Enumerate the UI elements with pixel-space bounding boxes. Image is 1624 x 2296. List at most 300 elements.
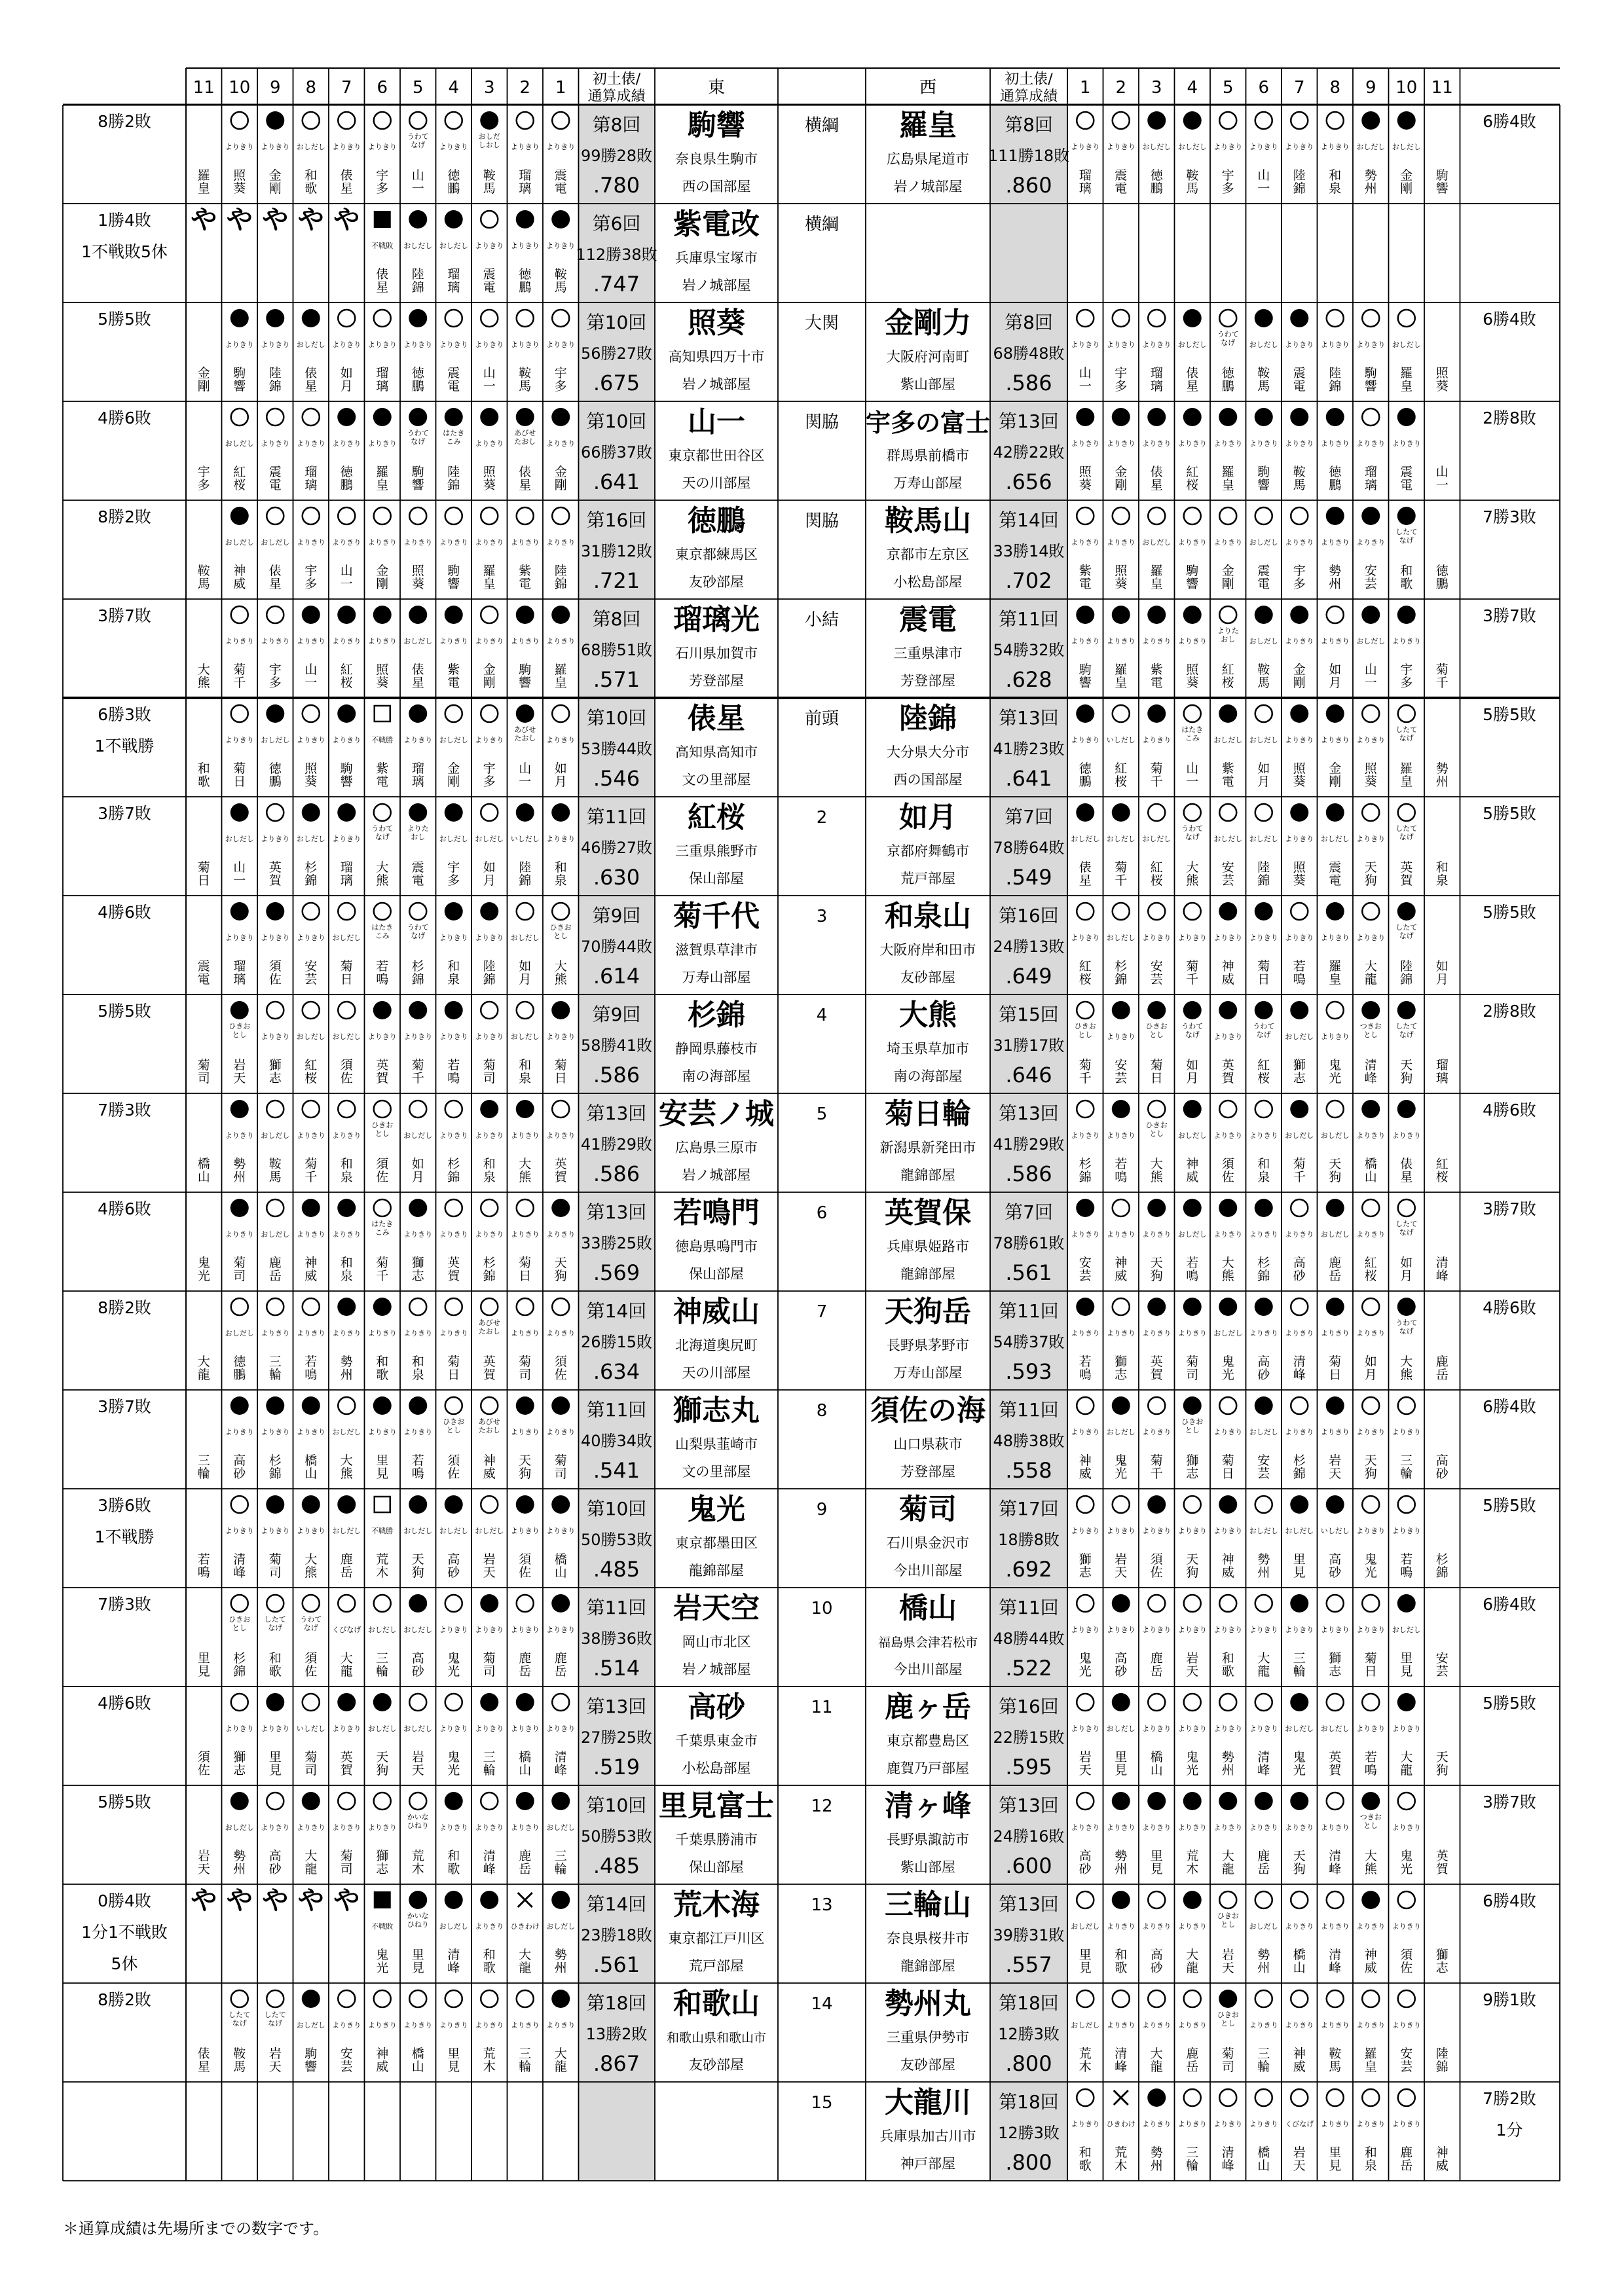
loss-mark <box>231 1001 249 1019</box>
default-loss-mark <box>374 1891 391 1908</box>
kimarite-text: よりきり <box>475 934 504 942</box>
east-stable: 芳登部屋 <box>689 673 744 689</box>
opponent-name: 杉 <box>268 1453 282 1468</box>
win-mark <box>374 507 391 524</box>
opponent-name: 電 <box>447 676 460 690</box>
kimarite-text: おしだし <box>1320 835 1350 843</box>
east-day-header: 8 <box>305 78 317 98</box>
opponent-name: 橋 <box>304 1453 318 1468</box>
west-tournament-record: 7勝2敗 <box>1483 2089 1536 2108</box>
opponent-name: 羅 <box>1329 959 1342 974</box>
kimarite-text: よりきり <box>1320 2021 1350 2030</box>
loss-mark <box>337 1693 356 1711</box>
opponent-name: 光 <box>1329 1071 1342 1085</box>
opponent-name: 輪 <box>483 1763 496 1777</box>
opponent-name: 歌 <box>1079 2159 1092 2173</box>
opponent-name: 羅 <box>376 465 389 479</box>
east-day-header: 11 <box>193 78 215 98</box>
west-tournament-record: 6勝4敗 <box>1483 1397 1536 1416</box>
east-hometown: 千葉県東金市 <box>675 1733 758 1749</box>
loss-mark <box>1219 1990 1237 2008</box>
opponent-name: 勢 <box>1150 2145 1163 2160</box>
opponent-name: 見 <box>1115 1763 1128 1777</box>
loss-mark <box>231 1792 249 1810</box>
opponent-name: 佐 <box>1150 1565 1163 1580</box>
win-mark <box>231 1990 248 2007</box>
opponent-name: 岩 <box>197 1849 210 1863</box>
kimarite-text: よりきり <box>1213 1428 1243 1436</box>
opponent-name: 多 <box>483 774 496 789</box>
opponent-name: 泉 <box>340 1170 353 1184</box>
west-hometown: 京都府舞鶴市 <box>887 843 969 859</box>
opponent-name: 鳴 <box>376 972 389 987</box>
opponent-name: 菊 <box>483 1058 496 1072</box>
kimarite-text: おしだし <box>1142 538 1172 547</box>
kimarite-text: なげ <box>1399 1327 1414 1336</box>
opponent-name: 鵬 <box>233 1368 246 1382</box>
west-tournament-record: 5勝5敗 <box>1483 1496 1536 1515</box>
kimarite-text: よりきり <box>1320 143 1350 151</box>
win-mark <box>1219 1595 1236 1612</box>
win-mark <box>517 112 534 129</box>
win-mark <box>1077 310 1094 327</box>
opponent-name: 州 <box>1364 181 1377 196</box>
kimarite-text: よりきり <box>1106 1329 1135 1338</box>
west-career-pct: .586 <box>1005 1161 1052 1186</box>
kimarite-text: よりきり <box>225 1724 254 1733</box>
kimarite-text: よりきり <box>1285 1428 1314 1436</box>
opponent-name: 和 <box>519 1058 532 1072</box>
opponent-name: 宇 <box>447 860 460 875</box>
west-tournament-record: 2勝8敗 <box>1483 409 1536 428</box>
west-stable: 友砂部屋 <box>900 970 955 985</box>
opponent-name: 高 <box>1079 1849 1092 1863</box>
opponent-name: 泉 <box>1257 1170 1270 1184</box>
loss-mark <box>480 1100 498 1118</box>
opponent-name: 若 <box>447 1058 460 1072</box>
kimarite-text: おしだし <box>1249 1428 1278 1436</box>
west-shikona: 鞍馬山 <box>885 504 971 538</box>
kimarite-text: ひきお <box>1145 1121 1168 1129</box>
opponent-name: 須 <box>1150 1552 1163 1567</box>
opponent-name: 錦 <box>268 1467 282 1481</box>
opponent-name: 輪 <box>1257 2060 1270 2074</box>
opponent-name: 輪 <box>1293 1664 1306 1679</box>
win-mark <box>445 310 462 327</box>
kimarite-text: ひきお <box>229 1615 251 1624</box>
kimarite-text: よりきり <box>1392 1922 1421 1931</box>
kimarite-text: あびせ <box>478 1319 500 1327</box>
opponent-name: 岳 <box>1400 2159 1413 2173</box>
opponent-name: 震 <box>1293 366 1306 380</box>
west-tournament-record: 9勝1敗 <box>1483 1990 1536 2009</box>
opponent-name: 金 <box>197 366 210 380</box>
kimarite-text: よりきり <box>1320 934 1350 942</box>
loss-mark <box>1397 507 1416 525</box>
kimarite-text: よりきり <box>225 143 254 151</box>
opponent-name: 如 <box>519 959 532 974</box>
kimarite-text: よりきり <box>1142 2120 1172 2128</box>
win-mark <box>481 1990 498 2007</box>
opponent-name: 剛 <box>1293 676 1306 690</box>
loss-mark <box>480 1693 498 1711</box>
opponent-name: 俵 <box>519 465 532 479</box>
kimarite-text: なげ <box>268 1624 283 1632</box>
opponent-name: 清 <box>1257 1750 1270 1764</box>
west-stable: 芳登部屋 <box>900 673 955 689</box>
kimarite-text: よりきり <box>1213 1032 1243 1041</box>
opponent-name: 和 <box>554 860 567 875</box>
opponent-name: 天 <box>1364 1453 1377 1468</box>
win-mark <box>552 705 569 722</box>
opponent-name: 英 <box>1400 860 1413 875</box>
opponent-name: 紫 <box>447 663 460 677</box>
kimarite-text: よりきり <box>546 1329 576 1338</box>
opponent-name: 安 <box>1364 564 1377 578</box>
opponent-name: 和 <box>1364 2145 1377 2160</box>
opponent-name: 紅 <box>1221 663 1234 677</box>
opponent-name: 金 <box>1221 564 1234 578</box>
opponent-name: 光 <box>1293 1763 1306 1777</box>
opponent-name: 龍 <box>554 2060 567 2074</box>
kimarite-text: よりきり <box>475 1724 504 1733</box>
win-mark <box>481 1002 498 1019</box>
kimarite-text: こみ <box>446 437 461 446</box>
opponent-name: 大 <box>197 663 210 677</box>
loss-mark <box>373 606 392 624</box>
loss-mark <box>409 210 427 228</box>
kimarite-text: おしだし <box>332 1428 361 1436</box>
opponent-name: 芸 <box>1079 1269 1092 1283</box>
loss-mark <box>409 803 427 822</box>
kimarite-text: かいな <box>407 1813 429 1821</box>
opponent-name: 一 <box>483 379 496 393</box>
west-stable: 龍錦部屋 <box>900 1958 955 1974</box>
east-shikona: 駒響 <box>688 109 745 142</box>
kimarite-text: よりきり <box>439 1032 468 1041</box>
opponent-name: 山 <box>1364 1170 1377 1184</box>
kimarite-text: おしだし <box>1356 143 1386 151</box>
opponent-name: 泉 <box>1329 181 1342 196</box>
west-tournament-record: 5勝5敗 <box>1483 804 1536 823</box>
west-shikona: 清ヶ峰 <box>885 1789 971 1823</box>
kimarite-text: よりきり <box>403 538 433 547</box>
opponent-name: 威 <box>1115 1269 1128 1283</box>
opponent-name: 勢 <box>1329 564 1342 578</box>
win-mark <box>1148 310 1165 327</box>
opponent-name: 三 <box>197 1453 210 1468</box>
win-mark <box>481 1397 498 1414</box>
east-hometown: 高知県四万十市 <box>668 349 765 365</box>
opponent-name: 葵 <box>1186 676 1199 690</box>
opponent-name: 安 <box>340 2047 353 2061</box>
opponent-name: 獅 <box>233 1750 246 1764</box>
opponent-name: 宇 <box>376 168 389 183</box>
opponent-name: 狗 <box>1150 1269 1163 1283</box>
opponent-name: 葵 <box>1079 478 1092 492</box>
kimarite-text: よりきり <box>1071 736 1100 744</box>
rank-label: 15 <box>811 2093 833 2113</box>
east-stable: 天の川部屋 <box>682 1365 751 1381</box>
opponent-name: 紫 <box>519 564 532 578</box>
east-career-pct: .634 <box>593 1359 640 1384</box>
win-mark <box>1077 1101 1094 1118</box>
loss-mark <box>1255 1792 1273 1810</box>
opponent-name: 菊 <box>1293 1157 1306 1171</box>
east-stable: 岩ノ城部屋 <box>682 376 751 392</box>
win-mark <box>267 1002 284 1019</box>
win-mark <box>1077 1891 1094 1908</box>
loss-mark <box>302 309 320 327</box>
opponent-name: 瑠 <box>411 761 424 776</box>
opponent-name: 砂 <box>447 1565 460 1580</box>
loss-mark <box>1361 1891 1380 1909</box>
kimarite-text: よりきり <box>1213 1131 1243 1140</box>
opponent-name: 輪 <box>268 1368 282 1382</box>
loss-mark <box>409 1594 427 1613</box>
kimarite-text: よりきり <box>1071 340 1100 349</box>
opponent-name: 岩 <box>1186 1651 1199 1666</box>
opponent-name: 瑠 <box>340 860 353 875</box>
opponent-name: 見 <box>447 2060 460 2074</box>
opponent-name: 和 <box>483 1157 496 1171</box>
east-debut: 第18回 <box>586 1992 647 2014</box>
kimarite-text: よりきり <box>1285 835 1314 843</box>
kimarite-text: よりきり <box>1356 1131 1386 1140</box>
opponent-name: 鹿 <box>519 1849 532 1863</box>
opponent-name: 佐 <box>268 972 282 987</box>
east-hometown: 広島県三原市 <box>675 1140 758 1156</box>
opponent-name: 電 <box>1329 873 1342 888</box>
opponent-name: 杉 <box>304 860 318 875</box>
opponent-name: 光 <box>447 1664 460 1679</box>
east-header: 東 <box>707 78 726 98</box>
loss-mark <box>1326 1396 1344 1415</box>
east-hometown: 岡山市北区 <box>682 1634 751 1650</box>
kimarite-text: よりきり <box>439 143 468 151</box>
opponent-name: 照 <box>483 465 496 479</box>
east-tournament-record: 5勝5敗 <box>98 1793 151 1812</box>
opponent-name: 月 <box>340 379 353 393</box>
opponent-name: 鳴 <box>1079 1368 1092 1382</box>
opponent-name: 岩 <box>1221 1948 1234 1962</box>
kimarite-text: おしだし <box>510 934 540 942</box>
kimarite-text: いしだし <box>1106 736 1135 744</box>
opponent-name: 賀 <box>1150 1368 1163 1382</box>
east-career-record: 23勝18敗 <box>580 1926 653 1944</box>
rank-label: 横綱 <box>804 215 840 234</box>
win-mark <box>1219 1891 1236 1908</box>
kimarite-text: おしだし <box>225 538 254 547</box>
opponent-name: 英 <box>1329 1750 1342 1764</box>
kimarite-text: よりきり <box>1106 1823 1135 1832</box>
opponent-name: 荒 <box>1186 1849 1199 1863</box>
opponent-name: 駒 <box>411 465 424 479</box>
west-tournament-record: 3勝7敗 <box>1483 1199 1536 1218</box>
opponent-name: 橋 <box>1364 1157 1377 1171</box>
opponent-name: 賀 <box>554 1170 567 1184</box>
kimarite-text: とし <box>1221 1920 1236 1929</box>
opponent-name: 志 <box>1079 1565 1092 1580</box>
opponent-name: 響 <box>1435 181 1449 196</box>
loss-mark <box>445 606 463 624</box>
loss-mark <box>1219 408 1237 426</box>
win-mark <box>267 1199 284 1216</box>
opponent-name: 震 <box>1115 168 1128 183</box>
opponent-name: 響 <box>411 478 424 492</box>
kimarite-text: よりきり <box>1142 934 1172 942</box>
opponent-name: 瑠 <box>1435 1058 1449 1072</box>
opponent-name: 紅 <box>1364 1256 1377 1270</box>
kimarite-text: おしだし <box>296 143 325 151</box>
kimarite-text: よりきり <box>439 1823 468 1832</box>
opponent-name: 三 <box>1400 1453 1413 1468</box>
kimarite-text: いしだし <box>1320 1527 1350 1535</box>
opponent-name: 鵬 <box>1079 774 1092 789</box>
west-stable: 龍錦部屋 <box>900 1167 955 1183</box>
kimarite-text: なげ <box>1399 833 1414 841</box>
opponent-name: 泉 <box>1364 2159 1377 2173</box>
kimarite-text: おしだし <box>1392 340 1421 349</box>
win-mark <box>374 1793 391 1810</box>
win-mark <box>1184 1990 1201 2007</box>
kimarite-text: よりきり <box>1071 1329 1100 1338</box>
kimarite-text: おしだし <box>403 637 433 646</box>
opponent-name: 勢 <box>1221 1750 1234 1764</box>
kimarite-text: おしだし <box>225 439 254 448</box>
west-shikona: 如月 <box>899 801 957 834</box>
opponent-name: 剛 <box>197 379 210 393</box>
loss-mark <box>373 1001 392 1019</box>
opponent-name: 三 <box>1293 1651 1306 1666</box>
loss-mark <box>1255 309 1273 327</box>
opponent-name: 大 <box>554 959 567 974</box>
west-debut: 第16回 <box>999 1696 1059 1717</box>
opponent-name: 震 <box>268 465 282 479</box>
opponent-name: 錦 <box>1115 972 1128 987</box>
win-mark <box>481 1298 498 1315</box>
opponent-name: 日 <box>1329 1368 1342 1382</box>
win-mark <box>517 1199 534 1216</box>
kimarite-text: つきお <box>1359 1813 1382 1821</box>
opponent-name: 金 <box>554 465 567 479</box>
opponent-name: 鳴 <box>411 1467 424 1481</box>
east-career-pct: .614 <box>593 964 640 989</box>
opponent-name: 佐 <box>197 1763 210 1777</box>
opponent-name: 歌 <box>197 774 210 789</box>
east-stable: 保山部屋 <box>689 871 744 886</box>
rank-label: 9 <box>816 1500 828 1520</box>
west-career-pct: .549 <box>1005 865 1052 890</box>
opponent-name: 鬼 <box>197 1256 210 1270</box>
kimarite-text: こみ <box>1185 734 1200 742</box>
kimarite-text: よりきり <box>367 1032 397 1041</box>
opponent-name: 見 <box>197 1664 210 1679</box>
opponent-name: 英 <box>1221 1058 1234 1072</box>
kimarite-text: よりきり <box>439 1626 468 1634</box>
loss-mark <box>1397 408 1416 426</box>
kimarite-text: おしだし <box>261 736 290 744</box>
win-mark <box>303 1694 320 1711</box>
opponent-name: 和 <box>1400 564 1413 578</box>
kimarite-text: よりきり <box>1213 1527 1243 1535</box>
opponent-name: 電 <box>1079 577 1092 591</box>
opponent-name: 皇 <box>1329 972 1342 987</box>
kimarite-text: よりきり <box>1142 1428 1172 1436</box>
kimarite-text: しおし <box>478 141 500 149</box>
opponent-name: 一 <box>1364 676 1377 690</box>
kimarite-text: おしだし <box>1320 1724 1350 1733</box>
win-mark <box>338 1793 355 1810</box>
opponent-name: 如 <box>1435 959 1449 974</box>
loss-mark <box>1183 1298 1202 1316</box>
opponent-name: 宇 <box>1221 168 1234 183</box>
win-mark <box>231 1694 248 1711</box>
win-mark <box>1184 1496 1201 1513</box>
kimarite-text: したて <box>1395 923 1418 932</box>
opponent-name: 英 <box>447 1256 460 1270</box>
kimarite-text: うわて <box>407 132 429 141</box>
opponent-name: 錦 <box>411 972 424 987</box>
win-mark <box>267 1298 284 1315</box>
opponent-name: 剛 <box>1221 577 1234 591</box>
opponent-name: 芸 <box>1364 577 1377 591</box>
opponent-name: 砂 <box>1079 1862 1092 1876</box>
opponent-name: 馬 <box>1257 676 1270 690</box>
opponent-name: 紅 <box>1186 465 1199 479</box>
west-day-header: 7 <box>1293 78 1305 98</box>
loss-mark <box>231 803 249 822</box>
west-shikona: 鹿ヶ岳 <box>885 1690 971 1724</box>
opponent-name: 菊 <box>1150 761 1163 776</box>
kimarite-text: よりきり <box>296 934 325 942</box>
east-tournament-record: 4勝6敗 <box>98 1199 151 1218</box>
kimarite-text: よりきり <box>1320 1922 1350 1931</box>
opponent-name: 州 <box>340 1368 353 1382</box>
kimarite-text: よりきり <box>403 1230 433 1239</box>
win-mark <box>1077 507 1094 524</box>
kimarite-text: おしだし <box>261 1230 290 1239</box>
loss-mark <box>1326 408 1344 426</box>
kimarite-text: よりきり <box>1249 1230 1278 1239</box>
win-mark <box>338 1595 355 1612</box>
opponent-name: 岩 <box>1115 1552 1128 1567</box>
west-debut: 第7回 <box>1005 1201 1053 1223</box>
opponent-name: 三 <box>483 1750 496 1764</box>
win-mark <box>374 1990 391 2007</box>
east-career-record: 58勝41敗 <box>580 1036 653 1055</box>
kimarite-text: よりきり <box>1071 1724 1100 1733</box>
west-debut: 第11回 <box>999 1300 1059 1322</box>
win-mark <box>1148 507 1165 524</box>
opponent-name: 大 <box>519 1948 532 1962</box>
kimarite-text: よりきり <box>1142 1724 1172 1733</box>
opponent-name: 清 <box>1435 1256 1449 1270</box>
opponent-name: 多 <box>1221 181 1234 196</box>
kimarite-text: よりきり <box>403 340 433 349</box>
kimarite-text: よりきり <box>1356 1922 1386 1931</box>
opponent-name: 大 <box>1400 1355 1413 1369</box>
loss-mark <box>409 1891 427 1909</box>
footnote: ＊通算成績は先場所までの数字です。 <box>63 2219 329 2238</box>
kimarite-text: よりきり <box>546 1626 576 1634</box>
opponent-name: 日 <box>519 1269 532 1283</box>
kimarite-text: おしだし <box>1392 143 1421 151</box>
opponent-name: 佐 <box>1400 1961 1413 1975</box>
kimarite-text: よりきり <box>1071 2120 1100 2128</box>
kimarite-text: とし <box>553 932 568 940</box>
east-career-pct: .541 <box>593 1458 640 1483</box>
